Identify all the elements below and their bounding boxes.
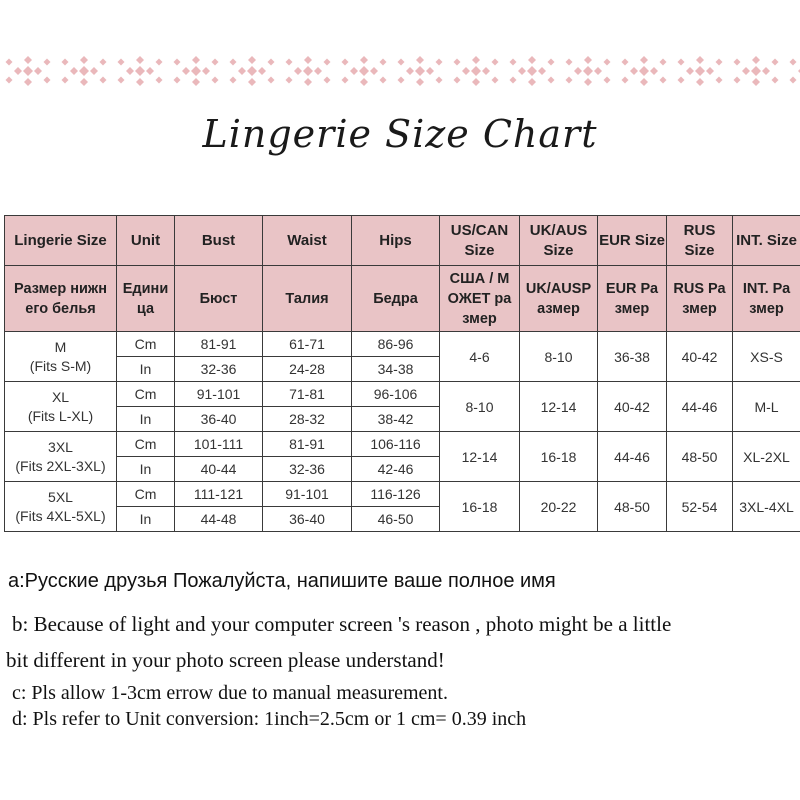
bust-cell: 101-111 [175,432,263,457]
uk-aus-cell: 8-10 [520,332,598,382]
note-a: a:Русские друзья Пожалуйста, напишите ваше полное имя [8,570,556,592]
size-cell [5,482,117,532]
snowflake-pattern-icon [118,56,163,86]
header-ru-lingerie-size: Размер нижн его белья [5,266,117,332]
bust-cell: 111-121 [175,482,263,507]
bust-cell: 81-91 [175,332,263,357]
rus-cell: 40-42 [667,332,733,382]
size-cell [5,332,117,382]
int-cell: XL-2XL [733,432,800,482]
int-cell: 3XL-4XL [733,482,800,532]
snowflake-pattern-icon [62,56,107,86]
waist-cell: 71-81 [263,382,352,407]
snowflake-pattern-icon [678,56,723,86]
us-can-cell: 4-6 [440,332,520,382]
bust-cell: 32-36 [175,357,263,382]
header-unit: Unit [117,216,175,266]
snowflake-pattern-icon [454,56,499,86]
uk-aus-cell: 20-22 [520,482,598,532]
snowflake-pattern-icon [174,56,219,86]
int-cell: XS-S [733,332,800,382]
header-eur: EUR Size [598,216,667,266]
snowflake-border [0,50,800,92]
table-row [5,332,800,357]
snowflake-pattern-icon [230,56,275,86]
us-can-cell: 16-18 [440,482,520,532]
waist-cell: 91-101 [263,482,352,507]
unit-cell: Cm [117,432,175,457]
hips-cell: 86-96 [352,332,440,357]
bust-cell: 44-48 [175,507,263,532]
hips-cell: 34-38 [352,357,440,382]
size-fits: (Fits 2XL-3XL) [15,457,106,474]
header-ru-hips: Бедра [352,266,440,332]
waist-cell: 81-91 [263,432,352,457]
header-bust: Bust [175,216,263,266]
header-ru-bust: Бюст [175,266,263,332]
header-waist: Waist [263,216,352,266]
eur-cell: 48-50 [598,482,667,532]
size-cell [5,432,117,482]
uk-aus-cell: 12-14 [520,382,598,432]
hips-cell: 46-50 [352,507,440,532]
header-ru-rus: RUS Ра змер [667,266,733,332]
size-label: 3XL [48,438,73,455]
rus-cell: 48-50 [667,432,733,482]
header-ru-int: INT. Ра змер [733,266,800,332]
note-b-line2: bit different in your photo screen please understand! [6,648,445,672]
header-uk-aus: UK/AUS Size [520,216,598,266]
int-cell: M-L [733,382,800,432]
uk-aus-cell: 16-18 [520,432,598,482]
hips-cell: 106-116 [352,432,440,457]
header-us-can: US/CAN Size [440,216,520,266]
snowflake-pattern-icon [342,56,387,86]
size-label: 5XL [48,488,73,505]
eur-cell: 40-42 [598,382,667,432]
waist-cell: 61-71 [263,332,352,357]
waist-cell: 32-36 [263,457,352,482]
header-ru-unit: Едини ца [117,266,175,332]
unit-cell: Cm [117,382,175,407]
us-can-cell: 12-14 [440,432,520,482]
snowflake-pattern-icon [566,56,611,86]
header-ru-waist: Талия [263,266,352,332]
snowflake-pattern-icon [622,56,667,86]
bust-cell: 91-101 [175,382,263,407]
hips-cell: 38-42 [352,407,440,432]
header-rus: RUS Size [667,216,733,266]
page-title: Lingerie Size Chart [202,112,598,156]
snowflake-pattern-icon [398,56,443,86]
hips-cell: 116-126 [352,482,440,507]
snowflake-pattern-icon [790,56,800,86]
note-d: d: Pls refer to Unit conversion: 1inch=2.5cm or 1 cm= 0.39 inch [12,708,527,730]
unit-cell: Cm [117,482,175,507]
table-row [5,382,800,407]
header-lingerie-size: Lingerie Size [5,216,117,266]
table-row [5,482,800,507]
header-hips: Hips [352,216,440,266]
header-ru-eur: EUR Ра змер [598,266,667,332]
eur-cell: 36-38 [598,332,667,382]
eur-cell: 44-46 [598,432,667,482]
header-row-ru [5,266,800,332]
table-row [5,432,800,457]
waist-cell: 36-40 [263,507,352,532]
size-label: M [54,338,67,355]
unit-cell: In [117,407,175,432]
size-chart-table [4,215,800,532]
size-fits: (Fits S-M) [29,357,92,374]
size-label: XL [51,388,70,405]
header-ru-us-can: США / М ОЖЕТ ра змер [440,266,520,332]
size-cell [5,382,117,432]
unit-cell: In [117,507,175,532]
header-int: INT. Size [733,216,800,266]
hips-cell: 42-46 [352,457,440,482]
snowflake-pattern-icon [6,56,51,86]
waist-cell: 28-32 [263,407,352,432]
unit-cell: Cm [117,332,175,357]
rus-cell: 52-54 [667,482,733,532]
snowflake-pattern-icon [286,56,331,86]
note-c: c: Pls allow 1-3cm errow due to manual measurement. [12,682,448,704]
size-fits: (Fits 4XL-5XL) [15,507,106,524]
snowflake-pattern-icon [510,56,555,86]
unit-cell: In [117,357,175,382]
header-ru-uk-aus: UK/AUSP азмер [520,266,598,332]
unit-cell: In [117,457,175,482]
bust-cell: 40-44 [175,457,263,482]
rus-cell: 44-46 [667,382,733,432]
hips-cell: 96-106 [352,382,440,407]
bust-cell: 36-40 [175,407,263,432]
note-b-line1: b: Because of light and your computer screen 's reason , photo might be a little [12,612,672,636]
snowflake-pattern-icon [734,56,779,86]
waist-cell: 24-28 [263,357,352,382]
header-row-en [5,216,800,266]
size-fits: (Fits L-XL) [27,407,94,424]
us-can-cell: 8-10 [440,382,520,432]
